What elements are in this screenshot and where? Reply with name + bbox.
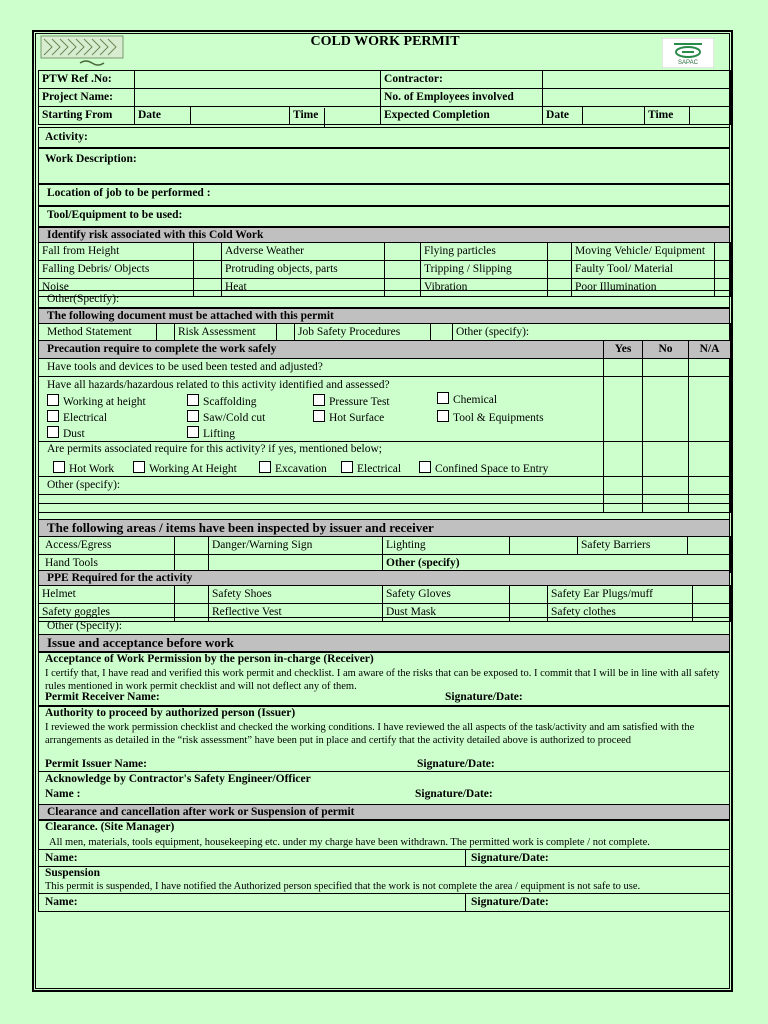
precaution-q3: Are permits associated require for this activity? if yes, mentioned below; xyxy=(47,443,382,455)
activity-row[interactable] xyxy=(38,127,730,148)
risk-item: Adverse Weather xyxy=(222,243,385,261)
no-header: No xyxy=(643,341,689,359)
hazard-option[interactable]: Scaffolding xyxy=(187,394,256,410)
activity-label: Activity: xyxy=(45,131,88,143)
hazard-option[interactable]: Chemical xyxy=(437,392,497,408)
end-time-label: Time xyxy=(645,107,690,125)
ppe-item: Safety Shoes xyxy=(209,586,383,604)
ptw-ref-label: PTW Ref .No: xyxy=(39,71,135,89)
site-manager-text: All men, materials, tools equipment, housekeeping etc. under my charge have been withdrawn. The permitted work is complete / not complete. xyxy=(49,837,650,848)
yes-header: Yes xyxy=(604,341,643,359)
permit-option[interactable]: Confined Space to Entry xyxy=(419,461,548,477)
q3-no-cell[interactable] xyxy=(643,442,689,477)
risk-item: Moving Vehicle/ Equipment xyxy=(572,243,715,261)
hazard-option[interactable]: Lifting xyxy=(187,426,235,442)
risk-checkbox[interactable] xyxy=(548,243,572,261)
permit-option[interactable]: Electrical xyxy=(341,461,401,477)
ppe-other-row[interactable] xyxy=(38,617,730,635)
documents-heading: The following document must be attached with this permit xyxy=(47,310,334,322)
location-label: Location of job to be performed : xyxy=(47,187,211,199)
safety-officer-name-label[interactable]: Name : xyxy=(45,788,81,800)
document-item: Job Safety Procedures xyxy=(295,324,431,342)
checkbox-icon xyxy=(187,426,199,438)
site-manager-name-label[interactable]: Name: xyxy=(45,852,78,864)
risk-item: Fall from Height xyxy=(39,243,194,261)
receiver-heading: Acceptance of Work Permission by the person in-charge (Receiver) xyxy=(45,653,374,665)
receiver-name-label[interactable]: Permit Receiver Name: xyxy=(45,691,160,703)
hazard-option[interactable]: Pressure Test xyxy=(313,394,390,410)
suspension-block xyxy=(38,866,730,894)
start-time-label: Time xyxy=(290,107,381,125)
issuer-text: I reviewed the work permission checklist and checked the working conditions. I have reviewed the all aspects of the task/activity and am satisfied with the arrangements as detailed in the “risk assessment” have been put in place and certify that the activity detailed above is authorized to proceed xyxy=(45,722,695,746)
contractor-label: Contractor: xyxy=(381,71,543,89)
risk-checkbox[interactable] xyxy=(194,243,222,261)
q1-yes-cell[interactable] xyxy=(604,359,643,377)
expected-completion-label: Expected Completion xyxy=(381,107,543,125)
risk-checkbox[interactable] xyxy=(385,261,421,279)
checkbox-icon xyxy=(313,394,325,406)
form-title: COLD WORK PERMIT xyxy=(310,34,460,49)
inspection-item: Access/Egress xyxy=(39,537,175,555)
ptw-ref-field[interactable] xyxy=(135,71,381,89)
hazard-option[interactable]: Hot Surface xyxy=(313,410,384,426)
risk-item: Flying particles xyxy=(421,243,548,261)
receiver-text: I certify that, I have read and verified this work permit and checklist. I am aware of the risks that can be exposed to. I commit that I will be in line with all safety rules mentioned in work permit checklist and will not deflect any of them. xyxy=(45,668,720,692)
document-checkbox[interactable] xyxy=(157,324,175,342)
receiver-signature-label[interactable]: Signature/Date: xyxy=(445,691,523,703)
permit-option[interactable]: Working At Height xyxy=(133,461,237,477)
risk-item: Heat xyxy=(222,279,385,297)
permit-option[interactable]: Excavation xyxy=(259,461,327,477)
inspection-item: Hand Tools xyxy=(39,555,175,573)
suspension-sign-row xyxy=(38,893,730,912)
other-yes-cell[interactable] xyxy=(604,477,643,495)
checkbox-icon xyxy=(47,426,59,438)
na-header: N/A xyxy=(689,341,731,359)
inspection-checkbox[interactable] xyxy=(175,537,209,555)
hazard-option[interactable]: Working at height xyxy=(47,394,146,410)
inspection-item: Danger/Warning Sign xyxy=(209,537,383,555)
risk-item: Poor Illumination xyxy=(572,279,715,297)
spacer-row xyxy=(38,503,730,520)
hazard-option[interactable]: Tool & Equipments xyxy=(437,410,544,426)
start-date-label: Date xyxy=(135,107,191,125)
header-table xyxy=(38,70,731,125)
ppe-other-label: Other (Specify): xyxy=(47,620,123,632)
ppe-item: Reflective Vest xyxy=(209,604,383,622)
permit-option[interactable]: Hot Work xyxy=(53,461,114,477)
precaution-other[interactable]: Other (specify): xyxy=(39,477,604,495)
risk-checkbox[interactable] xyxy=(194,261,222,279)
inspection-item: Safety Barriers xyxy=(578,537,688,555)
inspection-other[interactable]: Other (specify) xyxy=(383,555,731,573)
ppe-checkbox[interactable] xyxy=(693,586,731,604)
safety-officer-block xyxy=(38,771,730,805)
start-date-field[interactable] xyxy=(191,107,290,125)
ppe-heading: PPE Required for the activity xyxy=(47,572,193,584)
precaution-q2: Have all hazards/hazardous related to this activity identified and assessed? xyxy=(47,379,390,391)
q3-na-cell[interactable] xyxy=(689,442,731,477)
checkbox-icon xyxy=(187,410,199,422)
risk-item: Protruding objects, parts xyxy=(222,261,385,279)
risk-item: Tripping / Slipping xyxy=(421,261,548,279)
employees-field[interactable] xyxy=(543,89,731,107)
work-description-label: Work Description: xyxy=(45,153,137,165)
checkbox-icon xyxy=(437,410,449,422)
risk-checkbox[interactable] xyxy=(548,261,572,279)
risk-item: Vibration xyxy=(421,279,548,297)
risk-other-row[interactable] xyxy=(38,290,730,308)
checkbox-icon xyxy=(187,394,199,406)
checkbox-icon xyxy=(47,410,59,422)
issuer-block xyxy=(38,706,730,772)
company-logo-left-icon xyxy=(40,35,124,67)
hazards-cell xyxy=(39,377,604,442)
receiver-block xyxy=(38,652,730,706)
ppe-item: Safety Ear Plugs/muff xyxy=(548,586,693,604)
checkbox-icon xyxy=(437,392,449,404)
start-time-field[interactable] xyxy=(324,108,379,127)
hazard-option[interactable]: Saw/Cold cut xyxy=(187,410,265,426)
ppe-checkbox[interactable] xyxy=(510,586,548,604)
q2-yes-cell[interactable] xyxy=(604,377,643,442)
work-description-row[interactable] xyxy=(38,148,730,184)
ppe-item: Safety clothes xyxy=(548,604,693,622)
checkbox-icon xyxy=(53,461,65,473)
ppe-item: Helmet xyxy=(39,586,175,604)
document-checkbox[interactable] xyxy=(277,324,295,342)
document-checkbox[interactable] xyxy=(431,324,453,342)
suspension-signature-label[interactable]: Signature/Date: xyxy=(471,896,549,908)
risk-heading: Identify risk associated with this Cold Work xyxy=(47,229,264,241)
risk-table xyxy=(38,242,731,297)
inspection-table xyxy=(38,536,731,573)
suspension-name-label[interactable]: Name: xyxy=(45,896,78,908)
suspension-text: This permit is suspended, I have notified the Authorized person specified that the work is not complete the area / equipment is not safe to use. xyxy=(45,881,641,892)
risk-other-label: Other(Specify): xyxy=(47,293,120,305)
safety-officer-heading: Acknowledge by Contractor's Safety Engineer/Officer xyxy=(45,773,311,785)
ppe-item: Dust Mask xyxy=(383,604,510,622)
permits-cell xyxy=(39,442,604,477)
checkbox-icon xyxy=(341,461,353,473)
issuer-signature-label[interactable]: Signature/Date: xyxy=(417,758,495,770)
inspection-checkbox[interactable] xyxy=(688,537,731,555)
risk-checkbox[interactable] xyxy=(385,243,421,261)
other-no-cell[interactable] xyxy=(643,477,689,495)
inspection-checkbox[interactable] xyxy=(510,537,578,555)
risk-item: Faulty Tool/ Material xyxy=(572,261,715,279)
end-time-field[interactable] xyxy=(690,107,731,125)
q1-no-cell[interactable] xyxy=(643,359,689,377)
issuer-name-label[interactable]: Permit Issuer Name: xyxy=(45,758,147,770)
checkbox-icon xyxy=(47,394,59,406)
suspension-heading: Suspension xyxy=(45,867,100,879)
issue-heading: Issue and acceptance before work xyxy=(47,635,234,650)
documents-heading-row xyxy=(38,308,730,324)
q1-na-cell[interactable] xyxy=(689,359,731,377)
inspection-item: Lighting xyxy=(383,537,510,555)
precaution-table xyxy=(38,340,731,513)
ppe-checkbox[interactable] xyxy=(175,586,209,604)
other-na-cell[interactable] xyxy=(689,477,731,495)
location-row[interactable] xyxy=(38,184,730,206)
ppe-item: Safety Gloves xyxy=(383,586,510,604)
risk-checkbox[interactable] xyxy=(715,243,731,261)
document-item: Method Statement xyxy=(39,324,157,342)
project-name-field[interactable] xyxy=(135,89,381,107)
checkbox-icon xyxy=(419,461,431,473)
risk-item: Falling Debris/ Objects xyxy=(39,261,194,279)
risk-heading-row xyxy=(38,227,730,243)
document-item: Risk Assessment xyxy=(175,324,277,342)
inspection-heading: The following areas / items have been inspected by issuer and receiver xyxy=(47,520,434,535)
inspection-heading-row xyxy=(38,519,730,537)
starting-from-label: Starting From xyxy=(39,107,135,125)
document-item[interactable]: Other (specify): xyxy=(453,324,731,342)
end-date-label: Date xyxy=(543,107,583,125)
checkbox-icon xyxy=(259,461,271,473)
site-manager-block xyxy=(38,820,730,850)
site-manager-sign-row xyxy=(38,849,730,867)
risk-item: Noise xyxy=(39,279,194,297)
checkbox-icon xyxy=(133,461,145,473)
employees-label: No. of Employees involved xyxy=(381,89,543,107)
tool-equipment-row[interactable] xyxy=(38,206,730,227)
hazard-option[interactable]: Electrical xyxy=(47,410,107,426)
ppe-heading-row xyxy=(38,570,730,586)
q3-yes-cell[interactable] xyxy=(604,442,643,477)
end-date-field[interactable] xyxy=(583,107,645,125)
precaution-heading: Precaution require to complete the work safely xyxy=(39,341,604,359)
checkbox-icon xyxy=(313,410,325,422)
precaution-q1: Have tools and devices to be used been tested and adjusted? xyxy=(39,359,604,377)
clearance-heading: Clearance and cancellation after work or Suspension of permit xyxy=(47,806,355,818)
site-manager-heading: Clearance. (Site Manager) xyxy=(45,821,175,833)
q2-no-cell[interactable] xyxy=(643,377,689,442)
project-name-label: Project Name: xyxy=(39,89,135,107)
clearance-heading-row xyxy=(38,804,730,820)
issuer-heading: Authority to proceed by authorized person (Issuer) xyxy=(45,707,296,719)
issue-heading-row xyxy=(38,634,730,652)
q2-na-cell[interactable] xyxy=(689,377,731,442)
risk-checkbox[interactable] xyxy=(715,261,731,279)
ppe-item: Safety goggles xyxy=(39,604,175,622)
tool-equipment-label: Tool/Equipment to be used: xyxy=(47,209,183,221)
site-manager-signature-label[interactable]: Signature/Date: xyxy=(471,852,549,864)
hazard-option[interactable]: Dust xyxy=(47,426,85,442)
sapac-logo-text: SAPAC xyxy=(678,60,698,66)
safety-officer-signature-label[interactable]: Signature/Date: xyxy=(415,788,493,800)
contractor-field[interactable] xyxy=(543,71,731,89)
